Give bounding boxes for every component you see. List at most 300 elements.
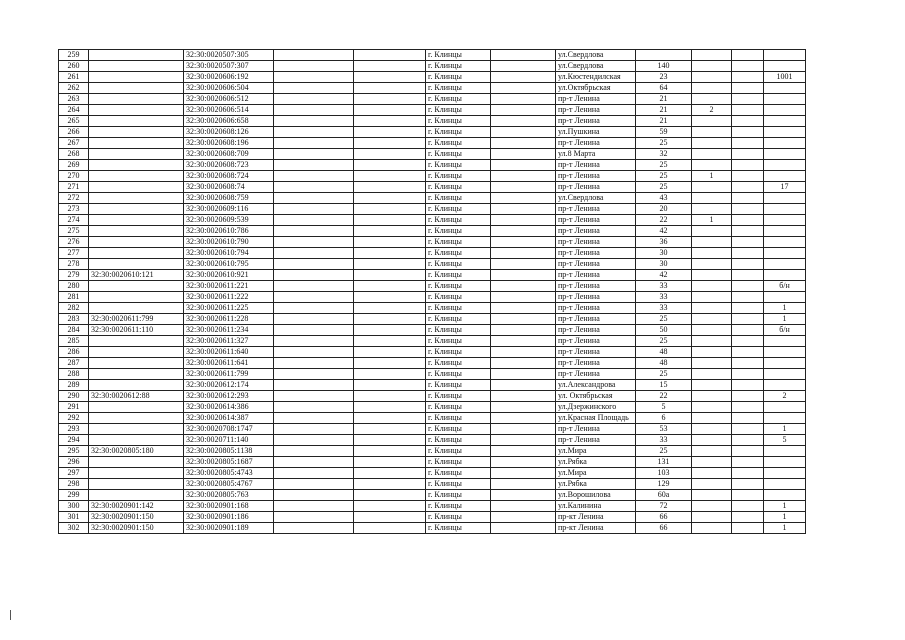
city-cell: г. Клинцы xyxy=(426,369,491,380)
empty-cell xyxy=(354,138,426,149)
house-number-cell: 36 xyxy=(636,237,692,248)
house-number-cell: 22 xyxy=(636,215,692,226)
empty-cell xyxy=(491,457,556,468)
parent-cadastral-cell xyxy=(89,171,184,182)
empty-cell xyxy=(354,50,426,61)
apartment-cell: 17 xyxy=(764,182,806,193)
cadastral-number-cell: 32:30:0020610:794 xyxy=(184,248,274,259)
house-number-cell: 25 xyxy=(636,336,692,347)
row-number-cell: 272 xyxy=(59,193,89,204)
cadastral-number-cell: 32:30:0020609:539 xyxy=(184,215,274,226)
street-cell: пр-т Ленина xyxy=(556,435,636,446)
street-cell: пр-т Ленина xyxy=(556,138,636,149)
parent-cadastral-cell: 32:30:0020612:88 xyxy=(89,391,184,402)
empty-cell xyxy=(354,325,426,336)
table-row xyxy=(59,94,806,105)
cadastral-number-cell: 32:30:0020610:786 xyxy=(184,226,274,237)
city-cell: г. Клинцы xyxy=(426,204,491,215)
building-cell xyxy=(692,479,732,490)
city-cell: г. Клинцы xyxy=(426,314,491,325)
table-row xyxy=(59,138,806,149)
parent-cadastral-cell xyxy=(89,72,184,83)
table-row xyxy=(59,237,806,248)
empty-cell xyxy=(354,248,426,259)
empty-cell xyxy=(274,116,354,127)
street-cell: пр-т Ленина xyxy=(556,259,636,270)
cadastral-number-cell: 32:30:0020708:1747 xyxy=(184,424,274,435)
city-cell: г. Клинцы xyxy=(426,347,491,358)
apartment-cell xyxy=(764,50,806,61)
empty-cell xyxy=(491,424,556,435)
building-cell: 1 xyxy=(692,215,732,226)
house-number-cell: 25 xyxy=(636,160,692,171)
city-cell: г. Клинцы xyxy=(426,413,491,424)
house-number-cell: 43 xyxy=(636,193,692,204)
parent-cadastral-cell xyxy=(89,479,184,490)
city-cell: г. Клинцы xyxy=(426,490,491,501)
house-number-cell xyxy=(636,50,692,61)
building-cell xyxy=(692,116,732,127)
empty-cell xyxy=(274,83,354,94)
empty-cell xyxy=(274,336,354,347)
empty-cell xyxy=(491,501,556,512)
table-row xyxy=(59,413,806,424)
row-number-cell: 296 xyxy=(59,457,89,468)
city-cell: г. Клинцы xyxy=(426,391,491,402)
house-number-cell: 64 xyxy=(636,83,692,94)
parent-cadastral-cell xyxy=(89,292,184,303)
house-number-cell: 21 xyxy=(636,94,692,105)
empty-cell xyxy=(354,490,426,501)
parent-cadastral-cell xyxy=(89,182,184,193)
cadastral-number-cell: 32:30:0020606:514 xyxy=(184,105,274,116)
street-cell: ул.Калинина xyxy=(556,501,636,512)
empty-cell xyxy=(491,468,556,479)
empty-cell xyxy=(274,270,354,281)
house-number-cell: 21 xyxy=(636,105,692,116)
row-number-cell: 270 xyxy=(59,171,89,182)
apartment-cell xyxy=(764,446,806,457)
empty-cell xyxy=(274,369,354,380)
table-row xyxy=(59,314,806,325)
empty-cell xyxy=(274,149,354,160)
row-number-cell: 288 xyxy=(59,369,89,380)
apartment-cell xyxy=(764,248,806,259)
table-row xyxy=(59,292,806,303)
street-cell: ул.Пушкина xyxy=(556,127,636,138)
empty-cell xyxy=(491,402,556,413)
cadastral-number-cell: 32:30:0020611:222 xyxy=(184,292,274,303)
street-cell: пр-т Ленина xyxy=(556,347,636,358)
city-cell: г. Клинцы xyxy=(426,512,491,523)
cadastral-number-cell: 32:30:0020611:221 xyxy=(184,281,274,292)
cadastral-number-cell: 32:30:0020606:658 xyxy=(184,116,274,127)
empty-cell xyxy=(491,281,556,292)
empty-cell xyxy=(491,204,556,215)
building-cell xyxy=(692,193,732,204)
empty-cell xyxy=(491,138,556,149)
building-cell xyxy=(692,72,732,83)
house-number-cell: 25 xyxy=(636,171,692,182)
house-number-cell: 42 xyxy=(636,226,692,237)
empty-cell xyxy=(732,512,764,523)
city-cell: г. Клинцы xyxy=(426,248,491,259)
parent-cadastral-cell xyxy=(89,413,184,424)
cadastral-number-cell: 32:30:0020805:1687 xyxy=(184,457,274,468)
apartment-cell xyxy=(764,369,806,380)
empty-cell xyxy=(491,512,556,523)
empty-cell xyxy=(491,314,556,325)
table-row xyxy=(59,83,806,94)
apartment-cell xyxy=(764,83,806,94)
row-number-cell: 278 xyxy=(59,259,89,270)
city-cell: г. Клинцы xyxy=(426,149,491,160)
empty-cell xyxy=(274,215,354,226)
empty-cell xyxy=(491,127,556,138)
empty-cell xyxy=(491,435,556,446)
building-cell xyxy=(692,204,732,215)
empty-cell xyxy=(354,105,426,116)
empty-cell xyxy=(354,160,426,171)
cadastral-number-cell: 32:30:0020901:186 xyxy=(184,512,274,523)
cadastral-number-cell: 32:30:0020608:74 xyxy=(184,182,274,193)
parent-cadastral-cell: 32:30:0020611:110 xyxy=(89,325,184,336)
building-cell xyxy=(692,270,732,281)
house-number-cell: 140 xyxy=(636,61,692,72)
empty-cell xyxy=(354,204,426,215)
table-body xyxy=(59,50,806,534)
row-number-cell: 289 xyxy=(59,380,89,391)
parent-cadastral-cell xyxy=(89,402,184,413)
empty-cell xyxy=(354,149,426,160)
city-cell: г. Клинцы xyxy=(426,270,491,281)
row-number-cell: 277 xyxy=(59,248,89,259)
table-row xyxy=(59,457,806,468)
street-cell: ул.Кюстендилская xyxy=(556,72,636,83)
building-cell xyxy=(692,358,732,369)
city-cell: г. Клинцы xyxy=(426,523,491,534)
apartment-cell xyxy=(764,457,806,468)
empty-cell xyxy=(274,171,354,182)
apartment-cell: 1 xyxy=(764,314,806,325)
city-cell: г. Клинцы xyxy=(426,72,491,83)
building-cell xyxy=(692,468,732,479)
empty-cell xyxy=(354,61,426,72)
street-cell: ул.Рябка xyxy=(556,479,636,490)
table-row xyxy=(59,50,806,61)
empty-cell xyxy=(732,138,764,149)
cadastral-number-cell: 32:30:0020606:504 xyxy=(184,83,274,94)
parent-cadastral-cell xyxy=(89,83,184,94)
empty-cell xyxy=(274,413,354,424)
city-cell: г. Клинцы xyxy=(426,182,491,193)
street-cell: ул.Октябрьская xyxy=(556,83,636,94)
empty-cell xyxy=(732,83,764,94)
cadastral-number-cell: 32:30:0020805:763 xyxy=(184,490,274,501)
empty-cell xyxy=(732,402,764,413)
cadastral-number-cell: 32:30:0020611:234 xyxy=(184,325,274,336)
parent-cadastral-cell xyxy=(89,226,184,237)
house-number-cell: 60а xyxy=(636,490,692,501)
empty-cell xyxy=(732,380,764,391)
empty-cell xyxy=(354,523,426,534)
house-number-cell: 15 xyxy=(636,380,692,391)
building-cell xyxy=(692,281,732,292)
empty-cell xyxy=(732,369,764,380)
empty-cell xyxy=(732,325,764,336)
empty-cell xyxy=(354,127,426,138)
empty-cell xyxy=(354,479,426,490)
table-row xyxy=(59,358,806,369)
street-cell: ул.Ворошилова xyxy=(556,490,636,501)
street-cell: пр-т Ленина xyxy=(556,226,636,237)
empty-cell xyxy=(274,50,354,61)
apartment-cell: 5 xyxy=(764,435,806,446)
parent-cadastral-cell: 32:30:0020610:121 xyxy=(89,270,184,281)
apartment-cell: б/н xyxy=(764,325,806,336)
empty-cell xyxy=(732,193,764,204)
row-number-cell: 275 xyxy=(59,226,89,237)
page-edge-mark xyxy=(10,610,11,620)
empty-cell xyxy=(274,226,354,237)
empty-cell xyxy=(491,149,556,160)
cadastral-number-cell: 32:30:0020614:387 xyxy=(184,413,274,424)
house-number-cell: 25 xyxy=(636,182,692,193)
table-row xyxy=(59,149,806,160)
row-number-cell: 294 xyxy=(59,435,89,446)
row-number-cell: 273 xyxy=(59,204,89,215)
city-cell: г. Клинцы xyxy=(426,61,491,72)
parent-cadastral-cell: 32:30:0020901:150 xyxy=(89,523,184,534)
house-number-cell: 33 xyxy=(636,281,692,292)
city-cell: г. Клинцы xyxy=(426,281,491,292)
apartment-cell xyxy=(764,204,806,215)
apartment-cell xyxy=(764,149,806,160)
empty-cell xyxy=(732,358,764,369)
apartment-cell: 1 xyxy=(764,303,806,314)
empty-cell xyxy=(732,61,764,72)
apartment-cell xyxy=(764,413,806,424)
empty-cell xyxy=(732,226,764,237)
city-cell: г. Клинцы xyxy=(426,171,491,182)
parent-cadastral-cell xyxy=(89,160,184,171)
empty-cell xyxy=(274,457,354,468)
building-cell xyxy=(692,413,732,424)
row-number-cell: 263 xyxy=(59,94,89,105)
apartment-cell: 1 xyxy=(764,501,806,512)
empty-cell xyxy=(274,281,354,292)
parent-cadastral-cell xyxy=(89,127,184,138)
city-cell: г. Клинцы xyxy=(426,160,491,171)
empty-cell xyxy=(274,237,354,248)
parent-cadastral-cell: 32:30:0020901:142 xyxy=(89,501,184,512)
building-cell xyxy=(692,149,732,160)
building-cell xyxy=(692,391,732,402)
apartment-cell xyxy=(764,171,806,182)
street-cell: пр-т Ленина xyxy=(556,204,636,215)
street-cell: ул.Мира xyxy=(556,468,636,479)
empty-cell xyxy=(274,303,354,314)
house-number-cell: 66 xyxy=(636,523,692,534)
apartment-cell: 1 xyxy=(764,424,806,435)
parent-cadastral-cell xyxy=(89,215,184,226)
city-cell: г. Клинцы xyxy=(426,435,491,446)
empty-cell xyxy=(732,336,764,347)
parent-cadastral-cell xyxy=(89,490,184,501)
city-cell: г. Клинцы xyxy=(426,259,491,270)
row-number-cell: 302 xyxy=(59,523,89,534)
cadastral-number-cell: 32:30:0020507:305 xyxy=(184,50,274,61)
empty-cell xyxy=(274,325,354,336)
empty-cell xyxy=(274,479,354,490)
parent-cadastral-cell xyxy=(89,248,184,259)
cadastral-number-cell: 32:30:0020608:709 xyxy=(184,149,274,160)
building-cell xyxy=(692,446,732,457)
building-cell: 2 xyxy=(692,105,732,116)
cadastral-number-cell: 32:30:0020805:4743 xyxy=(184,468,274,479)
parent-cadastral-cell xyxy=(89,105,184,116)
apartment-cell: 2 xyxy=(764,391,806,402)
cadastral-number-cell: 32:30:0020611:640 xyxy=(184,347,274,358)
row-number-cell: 259 xyxy=(59,50,89,61)
empty-cell xyxy=(491,270,556,281)
row-number-cell: 266 xyxy=(59,127,89,138)
empty-cell xyxy=(732,457,764,468)
row-number-cell: 291 xyxy=(59,402,89,413)
apartment-cell xyxy=(764,479,806,490)
parent-cadastral-cell xyxy=(89,237,184,248)
empty-cell xyxy=(274,182,354,193)
table-row xyxy=(59,171,806,182)
empty-cell xyxy=(491,523,556,534)
row-number-cell: 298 xyxy=(59,479,89,490)
parent-cadastral-cell xyxy=(89,259,184,270)
empty-cell xyxy=(732,303,764,314)
house-number-cell: 30 xyxy=(636,248,692,259)
street-cell: пр-т Ленина xyxy=(556,270,636,281)
empty-cell xyxy=(732,292,764,303)
cadastral-number-cell: 32:30:0020610:790 xyxy=(184,237,274,248)
street-cell: ул.Свердлова xyxy=(556,193,636,204)
empty-cell xyxy=(732,391,764,402)
apartment-cell xyxy=(764,292,806,303)
parent-cadastral-cell: 32:30:0020901:150 xyxy=(89,512,184,523)
empty-cell xyxy=(274,402,354,413)
table-row xyxy=(59,369,806,380)
street-cell: пр-т Ленина xyxy=(556,292,636,303)
empty-cell xyxy=(732,204,764,215)
empty-cell xyxy=(354,83,426,94)
empty-cell xyxy=(732,171,764,182)
apartment-cell: 1 xyxy=(764,512,806,523)
empty-cell xyxy=(274,380,354,391)
cadastral-number-cell: 32:30:0020608:724 xyxy=(184,171,274,182)
building-cell xyxy=(692,292,732,303)
table-row xyxy=(59,435,806,446)
empty-cell xyxy=(732,72,764,83)
empty-cell xyxy=(354,391,426,402)
house-number-cell: 33 xyxy=(636,303,692,314)
street-cell: ул.Дзержинского xyxy=(556,402,636,413)
house-number-cell: 22 xyxy=(636,391,692,402)
apartment-cell xyxy=(764,193,806,204)
street-cell: ул. Октябрьская xyxy=(556,391,636,402)
empty-cell xyxy=(274,347,354,358)
building-cell xyxy=(692,303,732,314)
empty-cell xyxy=(491,61,556,72)
empty-cell xyxy=(354,457,426,468)
empty-cell xyxy=(354,215,426,226)
street-cell: ул.Мира xyxy=(556,446,636,457)
table-row xyxy=(59,193,806,204)
house-number-cell: 25 xyxy=(636,369,692,380)
empty-cell xyxy=(274,248,354,259)
house-number-cell: 48 xyxy=(636,347,692,358)
street-cell: пр-т Ленина xyxy=(556,237,636,248)
table-row xyxy=(59,391,806,402)
building-cell: 1 xyxy=(692,171,732,182)
street-cell: ул.Свердлова xyxy=(556,50,636,61)
table-row xyxy=(59,512,806,523)
empty-cell xyxy=(491,193,556,204)
street-cell: пр-т Ленина xyxy=(556,171,636,182)
street-cell: пр-т Ленина xyxy=(556,182,636,193)
city-cell: г. Клинцы xyxy=(426,358,491,369)
row-number-cell: 271 xyxy=(59,182,89,193)
empty-cell xyxy=(732,281,764,292)
empty-cell xyxy=(732,116,764,127)
house-number-cell: 33 xyxy=(636,292,692,303)
empty-cell xyxy=(491,116,556,127)
empty-cell xyxy=(354,358,426,369)
parent-cadastral-cell xyxy=(89,380,184,391)
empty-cell xyxy=(354,424,426,435)
table-row xyxy=(59,380,806,391)
street-cell: пр-т Ленина xyxy=(556,314,636,325)
empty-cell xyxy=(354,72,426,83)
building-cell xyxy=(692,94,732,105)
empty-cell xyxy=(354,446,426,457)
house-number-cell: 25 xyxy=(636,314,692,325)
building-cell xyxy=(692,347,732,358)
empty-cell xyxy=(732,270,764,281)
empty-cell xyxy=(491,259,556,270)
street-cell: ул.Александрова xyxy=(556,380,636,391)
cadastral-number-cell: 32:30:0020608:759 xyxy=(184,193,274,204)
empty-cell xyxy=(274,127,354,138)
street-cell: пр-т Ленина xyxy=(556,336,636,347)
house-number-cell: 72 xyxy=(636,501,692,512)
empty-cell xyxy=(274,512,354,523)
street-cell: пр-т Ленина xyxy=(556,215,636,226)
row-number-cell: 282 xyxy=(59,303,89,314)
empty-cell xyxy=(732,237,764,248)
parent-cadastral-cell xyxy=(89,138,184,149)
row-number-cell: 262 xyxy=(59,83,89,94)
parent-cadastral-cell: 32:30:0020805:180 xyxy=(89,446,184,457)
house-number-cell: 6 xyxy=(636,413,692,424)
row-number-cell: 290 xyxy=(59,391,89,402)
empty-cell xyxy=(491,391,556,402)
empty-cell xyxy=(274,259,354,270)
apartment-cell xyxy=(764,237,806,248)
empty-cell xyxy=(354,270,426,281)
building-cell xyxy=(692,402,732,413)
building-cell xyxy=(692,490,732,501)
building-cell xyxy=(692,259,732,270)
house-number-cell: 66 xyxy=(636,512,692,523)
apartment-cell xyxy=(764,226,806,237)
